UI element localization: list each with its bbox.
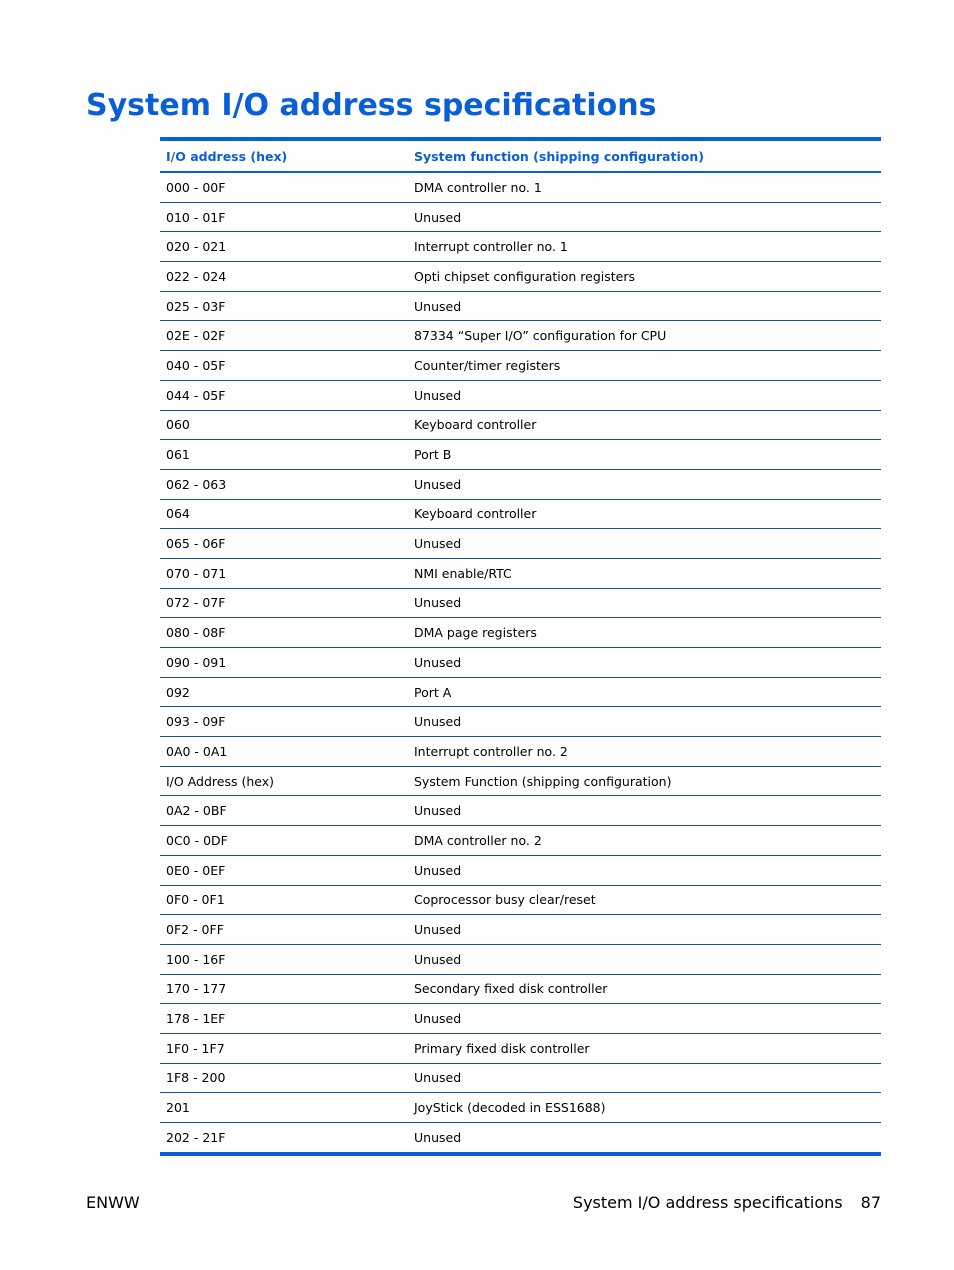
cell-system-function: Opti chipset configuration registers bbox=[408, 262, 881, 292]
cell-io-address: 202 - 21F bbox=[160, 1123, 408, 1154]
cell-system-function: DMA controller no. 2 bbox=[408, 826, 881, 856]
table-body bbox=[160, 172, 881, 1154]
cell-system-function: Unused bbox=[408, 915, 881, 945]
table-row bbox=[160, 529, 881, 559]
cell-io-address: 022 - 024 bbox=[160, 262, 408, 292]
cell-system-function: Interrupt controller no. 1 bbox=[408, 232, 881, 262]
cell-io-address: 0A2 - 0BF bbox=[160, 796, 408, 826]
cell-io-address: 061 bbox=[160, 440, 408, 470]
cell-system-function: DMA page registers bbox=[408, 618, 881, 648]
table-row bbox=[160, 766, 881, 796]
cell-system-function: Unused bbox=[408, 707, 881, 737]
cell-io-address: 000 - 00F bbox=[160, 172, 408, 202]
footer-doc-code: ENWW bbox=[86, 1193, 140, 1212]
cell-system-function: NMI enable/RTC bbox=[408, 558, 881, 588]
cell-io-address: 0F2 - 0FF bbox=[160, 915, 408, 945]
cell-system-function: System Function (shipping configuration) bbox=[408, 766, 881, 796]
cell-system-function: Unused bbox=[408, 1123, 881, 1154]
table-row bbox=[160, 558, 881, 588]
cell-system-function: Keyboard controller bbox=[408, 499, 881, 529]
cell-system-function: Unused bbox=[408, 202, 881, 232]
cell-io-address: 093 - 09F bbox=[160, 707, 408, 737]
table-row bbox=[160, 885, 881, 915]
cell-io-address: 025 - 03F bbox=[160, 291, 408, 321]
cell-io-address: 100 - 16F bbox=[160, 944, 408, 974]
cell-io-address: 0A0 - 0A1 bbox=[160, 737, 408, 767]
table-row bbox=[160, 707, 881, 737]
cell-io-address: 064 bbox=[160, 499, 408, 529]
cell-io-address: I/O Address (hex) bbox=[160, 766, 408, 796]
cell-system-function: 87334 “Super I/O” configuration for CPU bbox=[408, 321, 881, 351]
table-row bbox=[160, 321, 881, 351]
cell-io-address: 178 - 1EF bbox=[160, 1004, 408, 1034]
table-header-row bbox=[160, 139, 881, 172]
cell-system-function: Unused bbox=[408, 588, 881, 618]
table-row bbox=[160, 677, 881, 707]
cell-io-address: 201 bbox=[160, 1093, 408, 1123]
table-row bbox=[160, 469, 881, 499]
column-header-io-address: I/O address (hex) bbox=[166, 148, 288, 164]
table-row bbox=[160, 944, 881, 974]
table-row bbox=[160, 1063, 881, 1093]
cell-system-function: Unused bbox=[408, 1004, 881, 1034]
table-row bbox=[160, 618, 881, 648]
cell-system-function: Interrupt controller no. 2 bbox=[408, 737, 881, 767]
cell-system-function: Secondary fixed disk controller bbox=[408, 974, 881, 1004]
cell-system-function: Unused bbox=[408, 944, 881, 974]
cell-system-function: DMA controller no. 1 bbox=[408, 172, 881, 202]
table-row bbox=[160, 648, 881, 678]
table-row bbox=[160, 1123, 881, 1154]
cell-io-address: 0E0 - 0EF bbox=[160, 855, 408, 885]
cell-io-address: 170 - 177 bbox=[160, 974, 408, 1004]
table-row bbox=[160, 855, 881, 885]
table-row bbox=[160, 202, 881, 232]
table-row bbox=[160, 826, 881, 856]
cell-io-address: 080 - 08F bbox=[160, 618, 408, 648]
table-row bbox=[160, 410, 881, 440]
cell-system-function: Coprocessor busy clear/reset bbox=[408, 885, 881, 915]
table-row bbox=[160, 1004, 881, 1034]
table-row bbox=[160, 974, 881, 1004]
cell-system-function: Unused bbox=[408, 796, 881, 826]
cell-system-function: Unused bbox=[408, 1063, 881, 1093]
cell-system-function: Unused bbox=[408, 291, 881, 321]
cell-io-address: 070 - 071 bbox=[160, 558, 408, 588]
cell-io-address: 065 - 06F bbox=[160, 529, 408, 559]
cell-io-address: 092 bbox=[160, 677, 408, 707]
cell-system-function: Port B bbox=[408, 440, 881, 470]
cell-system-function: Port A bbox=[408, 677, 881, 707]
table-row bbox=[160, 262, 881, 292]
table-row bbox=[160, 380, 881, 410]
table-row bbox=[160, 351, 881, 381]
cell-system-function: Counter/timer registers bbox=[408, 351, 881, 381]
table-row bbox=[160, 291, 881, 321]
cell-system-function: JoyStick (decoded in ESS1688) bbox=[408, 1093, 881, 1123]
cell-system-function: Unused bbox=[408, 380, 881, 410]
cell-io-address: 044 - 05F bbox=[160, 380, 408, 410]
cell-system-function: Unused bbox=[408, 529, 881, 559]
table-row bbox=[160, 915, 881, 945]
cell-io-address: 0F0 - 0F1 bbox=[160, 885, 408, 915]
page-number: 87 bbox=[860, 1193, 881, 1212]
cell-io-address: 010 - 01F bbox=[160, 202, 408, 232]
table-row bbox=[160, 440, 881, 470]
column-header-system-function: System function (shipping configuration) bbox=[414, 148, 704, 164]
cell-system-function: Keyboard controller bbox=[408, 410, 881, 440]
cell-io-address: 02E - 02F bbox=[160, 321, 408, 351]
cell-system-function: Primary fixed disk controller bbox=[408, 1033, 881, 1063]
io-address-table bbox=[160, 137, 881, 1156]
cell-io-address: 062 - 063 bbox=[160, 469, 408, 499]
table-row bbox=[160, 737, 881, 767]
cell-io-address: 090 - 091 bbox=[160, 648, 408, 678]
cell-io-address: 0C0 - 0DF bbox=[160, 826, 408, 856]
table-row bbox=[160, 588, 881, 618]
footer-page-info bbox=[573, 1193, 881, 1212]
page-title: System I/O address specifications bbox=[86, 88, 657, 123]
table-row bbox=[160, 499, 881, 529]
cell-system-function: Unused bbox=[408, 469, 881, 499]
cell-system-function: Unused bbox=[408, 648, 881, 678]
cell-io-address: 040 - 05F bbox=[160, 351, 408, 381]
footer-section-title: System I/O address specifications bbox=[572, 1193, 843, 1212]
cell-system-function: Unused bbox=[408, 855, 881, 885]
table-row bbox=[160, 1093, 881, 1123]
table-row bbox=[160, 172, 881, 202]
table-row bbox=[160, 232, 881, 262]
cell-io-address: 060 bbox=[160, 410, 408, 440]
cell-io-address: 1F0 - 1F7 bbox=[160, 1033, 408, 1063]
cell-io-address: 020 - 021 bbox=[160, 232, 408, 262]
cell-io-address: 072 - 07F bbox=[160, 588, 408, 618]
table-row bbox=[160, 796, 881, 826]
table-row bbox=[160, 1033, 881, 1063]
cell-io-address: 1F8 - 200 bbox=[160, 1063, 408, 1093]
